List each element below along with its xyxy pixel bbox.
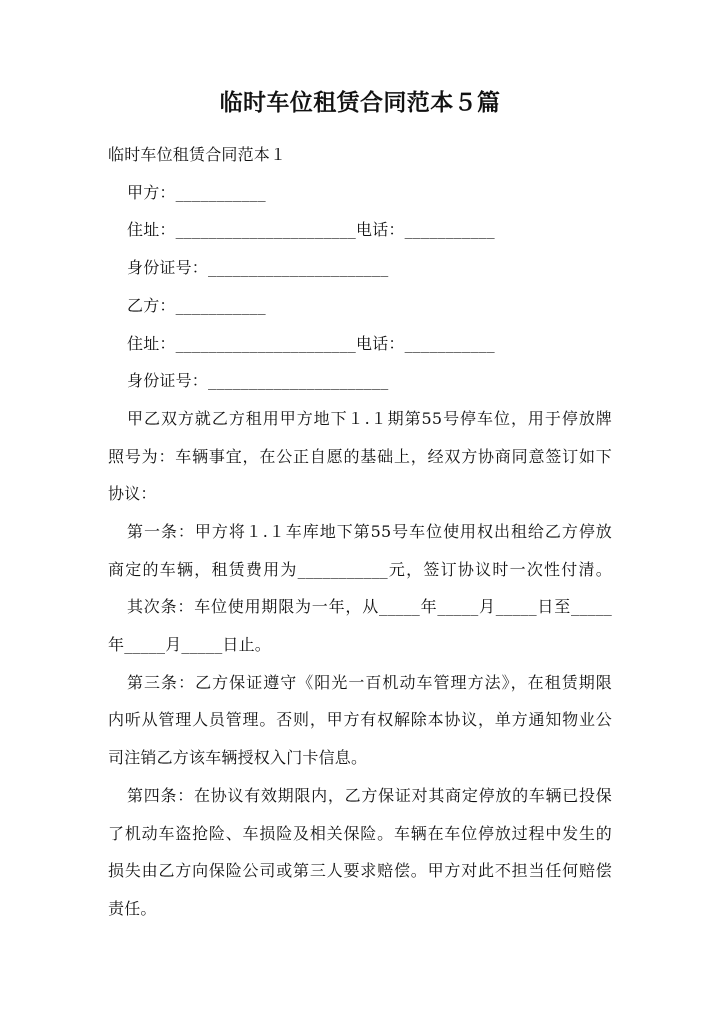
clause-4-line-2: 了机动车盗抢险、车损险及相关保险。车辆在车位停放过程中发生的 (108, 824, 612, 843)
clause-4-line-4: 责任。 (108, 899, 157, 918)
intro-line-3: 协议： (108, 484, 157, 503)
clause-4-line-1: 第四条：在协议有效期限内，乙方保证对其商定停放的车辆已投保 (127, 786, 612, 805)
party-a-address-phone-line: 住址：______________________电话：___________ (127, 220, 495, 239)
document-subtitle: 临时车位租赁合同范本１ (108, 145, 287, 164)
clause-4-line-3: 损失由乙方向保险公司或第三人要求赔偿。甲方对此不担当任何赔偿 (108, 861, 612, 880)
clause-3-line-3: 司注销乙方该车辆授权入门卡信息。 (108, 748, 368, 767)
document-title: 临时车位租赁合同范本５篇 (219, 89, 501, 116)
intro-line-1: 甲乙双方就乙方租用甲方地下１.１期第55号停车位，用于停放牌 (127, 409, 612, 428)
party-b-line: 乙方：___________ (127, 296, 266, 315)
party-a-line: 甲方：___________ (127, 183, 266, 202)
party-b-address-phone-line: 住址：______________________电话：___________ (127, 334, 495, 353)
clause-2-line-1: 其次条：车位使用期限为一年，从_____年_____月_____日至_____ (127, 597, 612, 616)
party-a-id-line: 身份证号：______________________ (127, 258, 389, 277)
clause-3-line-1: 第三条：乙方保证遵守《阳光一百机动车管理方法》，在租赁期限 (127, 673, 612, 692)
clause-1-line-1: 第一条：甲方将１.１车库地下第55号车位使用权出租给乙方停放 (127, 522, 612, 541)
intro-line-2: 照号为：车辆事宜，在公正自愿的基础上，经双方协商同意签订如下 (108, 447, 612, 466)
clause-1-line-2: 商定的车辆，租赁费用为___________元，签订协议时一次性付清。 (108, 560, 612, 579)
clause-3-line-2: 内听从管理人员管理。否则，甲方有权解除本协议，单方通知物业公 (108, 710, 612, 729)
party-b-id-line: 身份证号：______________________ (127, 371, 389, 390)
clause-2-line-2: 年_____月_____日止。 (108, 635, 272, 654)
